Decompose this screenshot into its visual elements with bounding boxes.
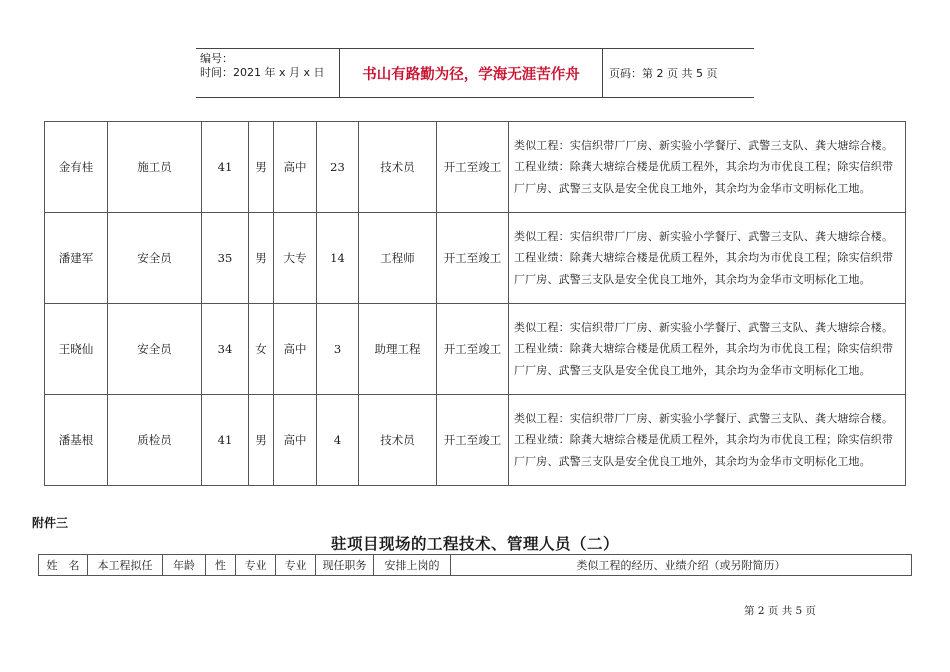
header-cell: 安排上岗的 [374, 555, 451, 576]
cell-period: 开工至竣工 [437, 395, 509, 486]
cell-education: 大专 [274, 213, 317, 304]
header-cell: 现任职务 [316, 555, 374, 576]
table-header-row [39, 555, 912, 576]
header-cell: 性 [206, 555, 236, 576]
table-row [45, 395, 906, 486]
attachment-label: 附件三 [32, 516, 69, 530]
cell-sex: 男 [249, 122, 274, 213]
cell-title: 技术员 [359, 395, 437, 486]
cell-title: 工程师 [359, 213, 437, 304]
page-header [196, 48, 754, 98]
cell-years: 3 [317, 304, 359, 395]
cell-name: 金有桂 [45, 122, 108, 213]
cell-title: 技术员 [359, 122, 437, 213]
cell-education: 高中 [274, 395, 317, 486]
cell-experience: 类似工程：实信织带厂厂房、新实验小学餐厅、武警三支队、龚大塘综合楼。工程业绩：除龚大塘综合楼是优质工程外，其余均为市优良工程；除实信织带厂厂房、武警三支队是安全优良工地外，其余均为金华市文明标化工地。 [509, 213, 906, 304]
cell-years: 23 [317, 122, 359, 213]
cell-period: 开工至竣工 [437, 122, 509, 213]
staff-table-body [45, 122, 906, 486]
cell-years: 14 [317, 213, 359, 304]
cell-experience: 类似工程：实信织带厂厂房、新实验小学餐厅、武警三支队、龚大塘综合楼。工程业绩：除龚大塘综合楼是优质工程外，其余均为市优良工程；除实信织带厂厂房、武警三支队是安全优良工地外，其余均为金华市文明标化工地。 [509, 304, 906, 395]
cell-experience: 类似工程：实信织带厂厂房、新实验小学餐厅、武警三支队、龚大塘综合楼。工程业绩：除龚大塘综合楼是优质工程外，其余均为市优良工程；除实信织带厂厂房、武警三支队是安全优良工地外，其余均为金华市文明标化工地。 [509, 122, 906, 213]
cell-name: 潘基根 [45, 395, 108, 486]
table-row [45, 122, 906, 213]
cell-age: 35 [202, 213, 249, 304]
cell-role: 安全员 [108, 213, 202, 304]
cell-age: 41 [202, 122, 249, 213]
cell-period: 开工至竣工 [437, 213, 509, 304]
header-cell: 本工程拟任 [88, 555, 163, 576]
cell-sex: 女 [249, 304, 274, 395]
cell-role: 施工员 [108, 122, 202, 213]
cell-education: 高中 [274, 304, 317, 395]
cell-experience: 类似工程：实信织带厂厂房、新实验小学餐厅、武警三支队、龚大塘综合楼。工程业绩：除龚大塘综合楼是优质工程外，其余均为市优良工程；除实信织带厂厂房、武警三支队是安全优良工地外，其余均为金华市文明标化工地。 [509, 395, 906, 486]
cell-period: 开工至竣工 [437, 304, 509, 395]
header-cell: 专业 [236, 555, 276, 576]
cell-name: 潘建军 [45, 213, 108, 304]
cell-education: 高中 [274, 122, 317, 213]
cell-age: 41 [202, 395, 249, 486]
header-meta [200, 52, 325, 80]
header-motto: 书山有路勤为径，学海无涯苦作舟 [362, 66, 580, 83]
cell-sex: 男 [249, 213, 274, 304]
header-cell: 年龄 [163, 555, 206, 576]
header-cell: 姓 名 [39, 555, 88, 576]
staff-table [44, 121, 906, 486]
table-row [45, 213, 906, 304]
header-cell: 类似工程的经历、业绩介绍（或另附简历） [451, 555, 912, 576]
cell-sex: 男 [249, 395, 274, 486]
cell-role: 质检员 [108, 395, 202, 486]
header-divider [602, 49, 603, 97]
header-page-indicator: 页码：第 2 页 共 5 页 [609, 67, 718, 80]
staff-table-2-header [38, 554, 912, 576]
cell-role: 安全员 [108, 304, 202, 395]
section-title: 驻项目现场的工程技术、管理人员（二） [330, 535, 619, 553]
cell-age: 34 [202, 304, 249, 395]
header-cell: 专业 [276, 555, 316, 576]
cell-name: 王晓仙 [45, 304, 108, 395]
table-row [45, 304, 906, 395]
cell-title: 助理工程 [359, 304, 437, 395]
cell-years: 4 [317, 395, 359, 486]
document-number-label: 编号： [200, 52, 233, 65]
page-footer: 第 2 页 共 5 页 [744, 605, 817, 617]
document-date: 时间：2021 年 x 月 x 日 [200, 66, 325, 79]
